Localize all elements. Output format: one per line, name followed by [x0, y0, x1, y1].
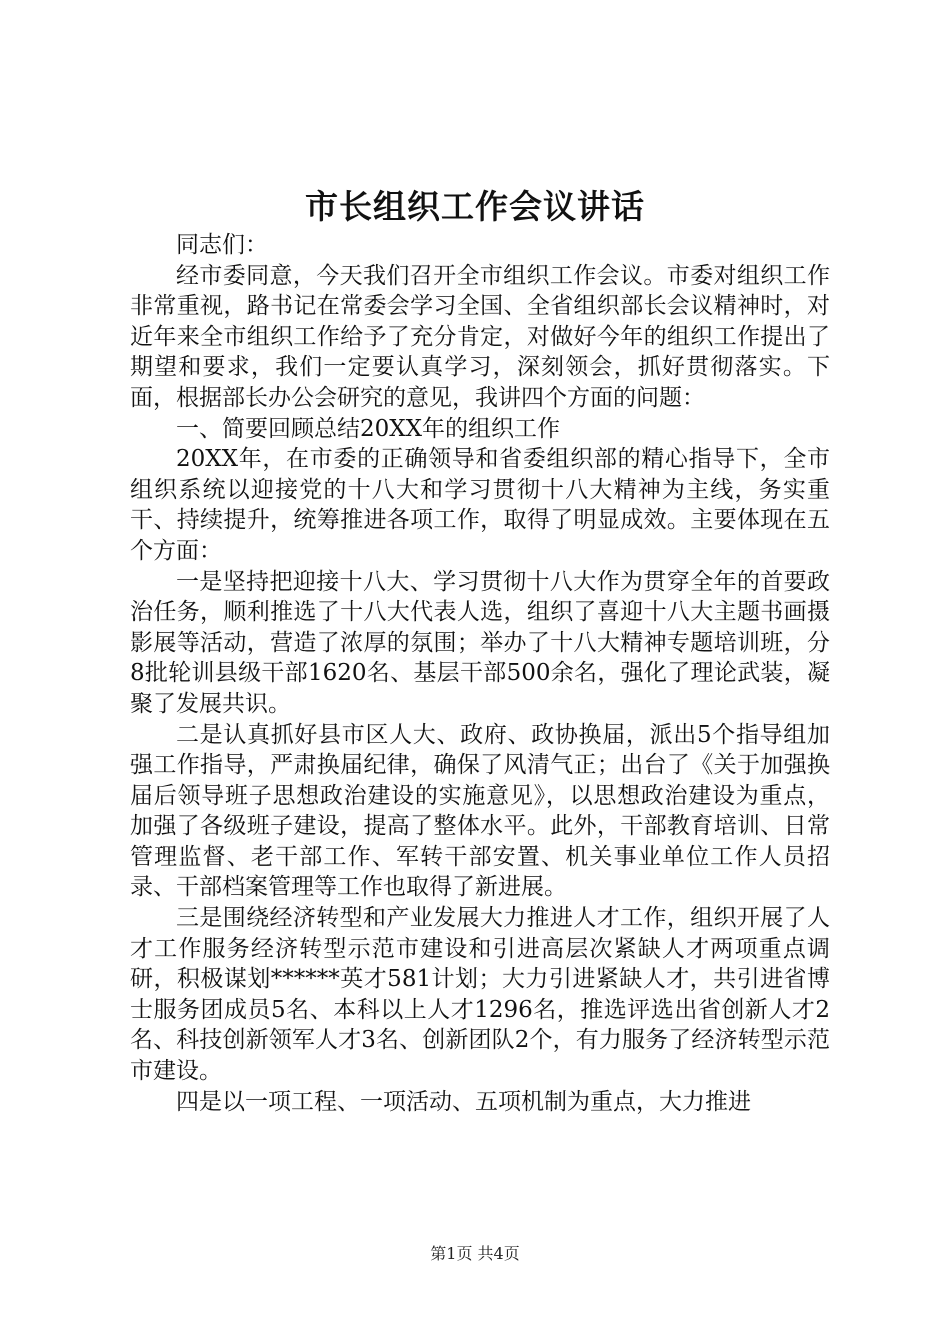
document-body	[130, 230, 830, 1117]
document-title: 市长组织工作会议讲话	[305, 187, 645, 226]
paragraph-point-2: 二是认真抓好县市区人大、政府、政协换届，派出5个指导组加强工作指导，严肃换届纪律，确保了风清气正；出台了《关于加强换届后领导班子思想政治建设的实施意见》，以思想政治建设为重点，加强了各级班子建设，提高了整体水平。此外，干部教育培训、日常管理监督、老干部工作、军转干部安置、机关事业单位工作人员招录、干部档案管理等工作也取得了新进展。	[130, 721, 830, 901]
section-heading-1: 一、简要回顾总结20XX年的组织工作	[176, 415, 561, 442]
paragraph-point-1: 一是坚持把迎接十八大、学习贯彻十八大作为贯穿全年的首要政治任务，顺利推选了十八大代表人选，组织了喜迎十八大主题书画摄影展等活动，营造了浓厚的氛围；举办了十八大精神专题培训班，分8批轮训县级干部1620名、基层干部500余名，强化了理论武装，凝聚了发展共识。	[130, 568, 830, 717]
paragraph-intro: 经市委同意，今天我们召开全市组织工作会议。市委对组织工作非常重视，路书记在常委会学习全国、全省组织部长会议精神时，对近年来全市组织工作给予了充分肯定，对做好今年的组织工作提出了期望和要求，我们一定要认真学习，深刻领会，抓好贯彻落实。下面，根据部长办公会研究的意见，我讲四个方面的问题：	[130, 262, 830, 411]
paragraph-point-3: 三是围绕经济转型和产业发展大力推进人才工作，组织开展了人才工作服务经济转型示范市建设和引进高层次紧缺人才两项重点调研，积极谋划******英才581计划；大力引进紧缺人才，共引进省博士服务团成员5名、本科以上人才1296名，推选评选出省创新人才2名、科技创新领军人才3名、创新团队2个，有力服务了经济转型示范市建设。	[130, 905, 830, 1085]
page-number-footer: 第1页 共4页	[430, 1244, 520, 1263]
salutation: 同志们：	[176, 232, 268, 258]
paragraph-summary: 20XX年，在市委的正确领导和省委组织部的精心指导下，全市组织系统以迎接党的十八大和学习贯彻十八大精神为主线，务实重干、持续提升，统筹推进各项工作，取得了明显成效。主要体现在五个方面：	[130, 446, 830, 564]
paragraph-point-4: 四是以一项工程、一项活动、五项机制为重点，大力推进	[176, 1088, 751, 1115]
